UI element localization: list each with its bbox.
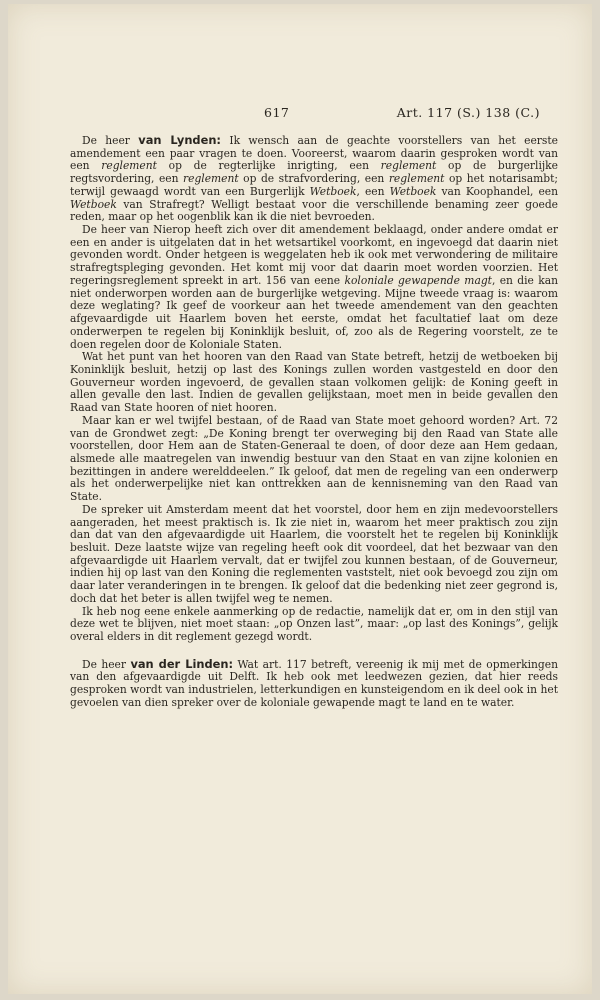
paragraph-5: De spreker uit Amsterdam meent dat het voorstel, door hem en zijn medevoorstellers aangeraden, het meest praktisch is. Ik zie niet in, waarom het meer praktisch zou zijn dan dat van den afgevaardigde uit Haarlem, die voorstelt het te regelen bij Koninklijk besluit. Deze laatste wijze van regeling heeft ook dit voordeel, dat het bezwaar van den afgevaardigde uit Haarlem vervalt, dat er twijfel zou kunnen bestaan, of de Gouverneur, indien hij op last van den Koning die reglementen vaststelt, niet ook bevoegd zou zijn om daar later veranderingen in te brengen. Ik geloof dat die bedenking niet zeer gegrond is, doch dat het beter is allen twijfel weg te nemen. — [70, 502, 558, 605]
paragraph-1: De heer van Lynden: Ik wensch aan de geachte voorstellers van het eerste amendement een paar vragen te doen. Vooreerst, waarom daarin gesproken wordt van een reglement op de regterlijke inrigting, een reglement op de burgerlijke regtsvordering, een reglement op de strafvordering, een reglement op het notarisambt; terwijl gewaagd wordt van een Burgerlijk Wetboek, een Wetboek van Koophandel, een Wetboek van Strafregt? Welligt bestaat voor die verschillende benaming zeer goede reden, maar op het oogenblik kan ik die niet bevroeden. — [70, 133, 559, 224]
page-body — [70, 134, 558, 710]
page-number: 617 — [264, 105, 290, 120]
paragraph-4: Maar kan er wel twijfel bestaan, of de Raad van State moet gehoord worden? Art. 72 van de Grondwet zegt: „De Koning brengt ter overweging bij den Raad van State alle voorstellen, door Hem aan de Staten-Generaal te doen, of door deze aan Hem gedaan, alsmede alle maatregelen van inwendig bestuur van den Staat en van zijne kolonien en bezittingen in andere werelddeelen.” Ik geloof, dat men de regeling van een onderwerp als het onderwerpelijke niet kan onttrekken aan de kennisneming van den Raad van State. — [70, 413, 558, 504]
paragraph-7: De heer van der Linden: Wat art. 117 betreft, vereenig ik mij met de opmerkingen van den afgevaardigde uit Delft. Ik heb ook met leedwezen gezien, dat hier reeds gesproken wordt van industrielen, letterkundigen en kunsteigendom en ik deel ook in het gevoelen van dien spreker over de koloniale gewapende magt te land en te water. — [70, 656, 558, 709]
running-head: Art. 117 (S.) 138 (C.) — [396, 105, 540, 120]
paragraph-3: Wat het punt van het hooren van den Raad van State betreft, hetzij de wetboeken bij Koninklijk besluit, hetzij op last des Konings zullen worden vastgesteld en door den Gouverneur worden ingevoerd, de gevallen staan volkomen gelijk: de Koning geeft in allen gevalle den last. Indien de gevallen gelijkstaan, moet men in beide gevallen den Raad van State hooren of niet hooren. — [70, 350, 558, 415]
book-page — [8, 4, 592, 994]
speaker-name: van Lynden: — [138, 133, 221, 147]
speaker-name: van der Linden: — [130, 656, 234, 671]
paragraph-2: De heer van Nierop heeft zich over dit amendement beklaagd, onder andere omdat er een en ander is uitgelaten dat in het wetsartikel voorkomt, en ingevoegd dat daarin niet gevonden wordt. Onder hetgeen is weggelaten heb ik ook met verwondering de militaire strafregtspleging gevonden. Het komt mij voor dat daarin moet worden voorzien. Het regeringsreglement spreekt in art. 156 van eene koloniale gewapende magt, en die kan niet onderworpen worden aan de burgerlijke wetgeving. Mijne tweede vraag is: waarom deze weglating? Ik geef de voorkeur aan het tweede amendement van den geachten afgevaardigde uit Haarlem boven het eerste, omdat het facultatief laat om deze onderwerpen te regelen bij Koninklijk besluit, of, zoo als de Regering voorstelt, ze te doen regelen door de Koloniale Staten. — [70, 223, 558, 351]
paragraph-6: Ik heb nog eene enkele aanmerking op de redactie, namelijk dat er, om in den stijl van deze wet te blijven, niet moet staan: „op Onzen last”, maar: „op last des Konings”, gelijk overal elders in dit reglement gezegd wordt. — [70, 604, 558, 644]
